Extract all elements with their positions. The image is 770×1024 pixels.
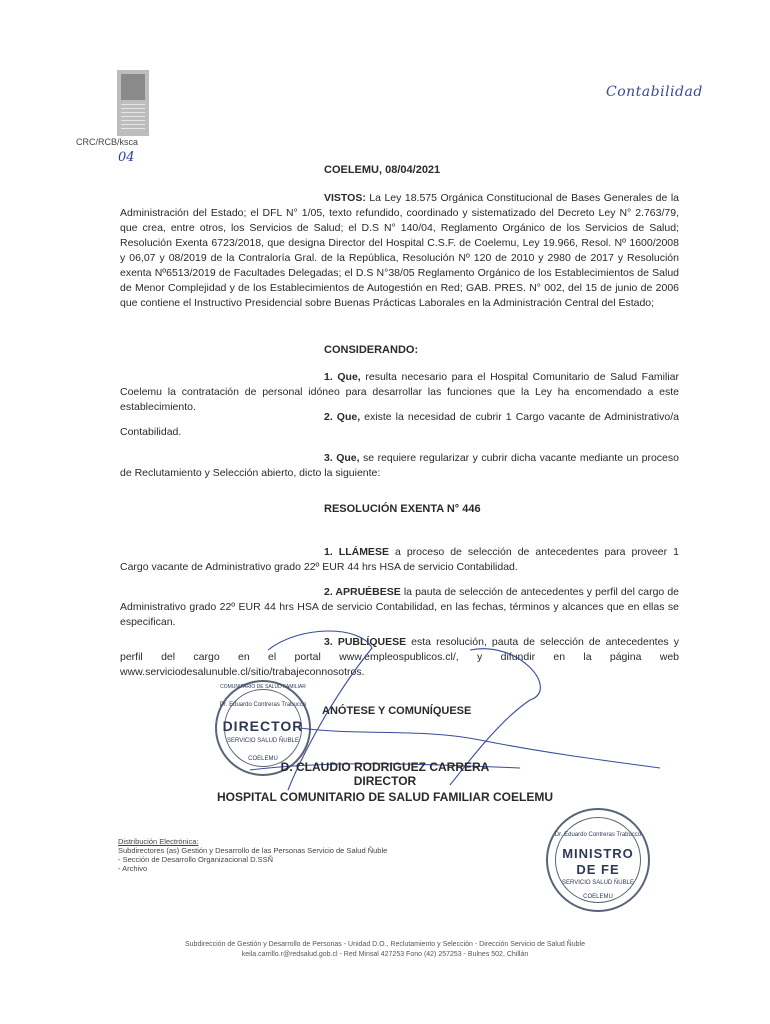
vistos-label: VISTOS: bbox=[324, 192, 366, 204]
considerando-item-1: 1. Que, resulta necesario para el Hospital Comunitario de Salud Familiar Coelemu la contratación de personal idóneo para desarrollar las funciones que la Ley ha encomendado a este establecimiento. bbox=[120, 371, 679, 413]
vistos-paragraph bbox=[120, 191, 679, 311]
considerando-item-2: 2. Que, existe la necesidad de cubrir 1 Cargo vacante de Administrativo/a Contabilidad. bbox=[120, 411, 679, 438]
handwritten-note: Contabilidad bbox=[606, 84, 703, 100]
anotese-line: ANÓTESE Y COMUNÍQUESE bbox=[322, 705, 472, 717]
signer-name: D. CLAUDIO RODRIGUEZ CARRERA bbox=[280, 760, 490, 774]
resolucion-item-1: 1. LLÁMESE a proceso de selección de antecedentes para proveer 1 Cargo vacante de Administrativo grado 22º EUR 44 hrs HSA de servicio Contabilidad. bbox=[120, 546, 679, 573]
footer-line-2: keila.carrillo.r@redsalud.gob.cl - Red Minsal 427253 Fono (42) 257253 - Bulnes 502, Chillán bbox=[241, 951, 529, 958]
signer-title: DIRECTOR bbox=[353, 774, 417, 788]
distribution-list bbox=[118, 837, 387, 873]
reference-code: CRC/RCB/ksca bbox=[76, 137, 139, 147]
government-logo bbox=[117, 70, 149, 136]
footer-line-1: Subdirección de Gestión y Desarrollo de Personas - Unidad D.O., Reclutamiento y Selección - Dirección Servicio de Salud Ñuble bbox=[185, 941, 585, 948]
institution-name: HOSPITAL COMUNITARIO DE SALUD FAMILIAR COELEMU bbox=[217, 790, 553, 804]
considerando-item-3: 3. Que, se requiere regularizar y cubrir dicha vacante mediante un proceso de Reclutamiento y Selección abierto, dicto la siguiente: bbox=[120, 452, 679, 479]
list-item: Subdirectores (as) Gestión y Desarrollo de las Personas Servicio de Salud Ñuble bbox=[118, 846, 388, 855]
director-stamp: COMUNITARIO DE SALUD FAMILIAR Dr. Eduardo Contreras Trabucco DIRECTOR SERVICIO SALUD ÑUBLE COELEMU bbox=[215, 680, 311, 776]
considerando-heading: CONSIDERANDO: bbox=[324, 344, 419, 356]
resolucion-item-3: 3. PUBLÍQUESE esta resolución, pauta de selección de antecedentes y perfil del cargo en el portal www.empleospublicos.cl/, y difundir en la página web www.serviciodesalunuble.cl/sitio/trabajeconnosotros. bbox=[120, 636, 680, 678]
list-item: - Archivo bbox=[118, 864, 148, 873]
handwritten-id: 04 bbox=[118, 150, 135, 165]
vistos-text: La Ley 18.575 Orgánica Constitucional de Bases Generales de la Administración del Estado; el DFL N° 1/05, texto refundido, coordinado y sistematizado del Decreto Ley N° 2.763/79, que crea, entre otros, los Servicios de Salud; el D.S N° 140/04, Reglamento Orgánico de los Servicios de Salud; Resolución Exenta 6723/2018, que designa Director del Hospital C.S.F. de Coelemu, Ley 19.966, Resol. Nº 1600/2008 y 06,07 y 08/2019 de la Contraloría Gral. de la República, Resolución Nº 120 de 2010 y 2980 de 2017 y Resolución exenta Nº6513/2019 de Facultades Delegadas; el D.S N°38/05 Reglamento Orgánico de los Establecimientos de Salud de Menor Complejidad y de los Establecimientos de Autogestión en Red; GAB. PRES. N° 002, del 15 de junio de 2006 que contiene el Instructivo Presidencial sobre Buenas Prácticas Laborales en la Administración Central del Estado; bbox=[120, 192, 679, 309]
ministro-de-fe-stamp: Dr. Eduardo Contreras Trabucco MINISTRO DE FE SERVICIO SALUD ÑUBLE COELEMU bbox=[546, 808, 650, 912]
list-item: - Sección de Desarrollo Organizacional D.SSÑ bbox=[118, 855, 274, 864]
resolucion-item-2: 2. APRUÉBESE la pauta de selección de antecedentes y perfil del cargo de Administrativo grado 22º EUR 44 hrs HSA de servicio Contabilidad, en las fechas, términos y alcances que en ellas se especifican. bbox=[120, 586, 680, 628]
distribution-heading: Distribución Electrónica: bbox=[118, 837, 199, 846]
date-line: COELEMU, 08/04/2021 bbox=[324, 164, 441, 176]
resolucion-heading: RESOLUCIÓN EXENTA N° 446 bbox=[324, 503, 481, 515]
